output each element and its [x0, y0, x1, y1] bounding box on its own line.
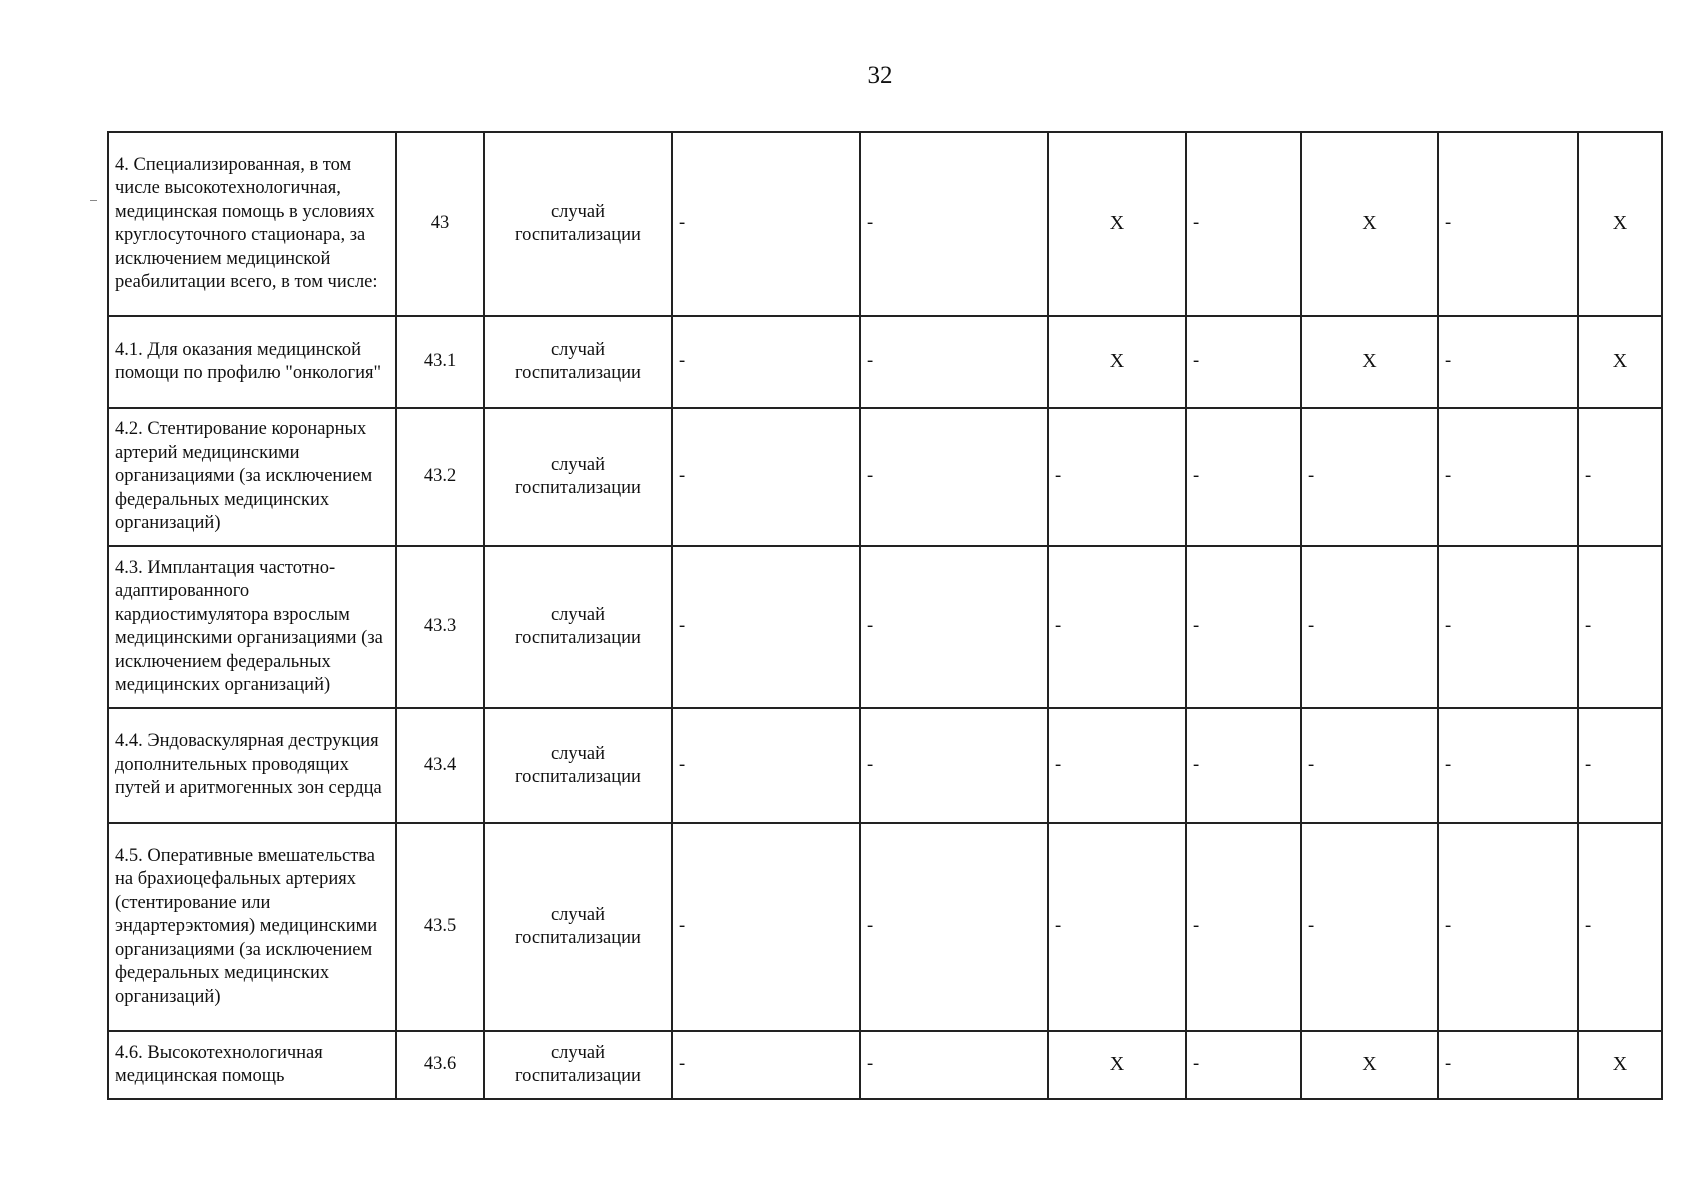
row-code: 43.1	[396, 316, 484, 408]
row-code: 43.2	[396, 408, 484, 546]
value-cell: -	[1186, 823, 1301, 1031]
value-cell: -	[1438, 708, 1578, 823]
table-row	[108, 132, 1662, 316]
unit-line-2: госпитализации	[515, 628, 641, 648]
value-cell: -	[1438, 316, 1578, 408]
value-cell: X	[1301, 1031, 1438, 1099]
value-cell: -	[860, 132, 1048, 316]
row-description: 4.3. Имплантация частотно-адаптированного кардиостимулятора взрослым медицинскими организациями (за исключением федеральных медицинских организаций)	[108, 546, 396, 708]
unit-line-1: случай	[550, 1043, 606, 1063]
value-cell: -	[860, 546, 1048, 708]
value-cell: X	[1048, 1031, 1186, 1099]
value-cell: X	[1578, 1031, 1662, 1099]
value-cell: -	[1438, 546, 1578, 708]
value-cell: -	[1186, 546, 1301, 708]
value-cell: X	[1578, 132, 1662, 316]
value-cell: -	[672, 316, 860, 408]
table-row	[108, 408, 1662, 546]
row-description: 4.4. Эндоваскулярная деструкция дополнительных проводящих путей и аритмогенных зон сердца	[108, 708, 396, 823]
value-cell: -	[860, 408, 1048, 546]
unit-line-2: госпитализации	[515, 1066, 641, 1086]
value-cell: -	[1578, 408, 1662, 546]
row-unit	[484, 546, 672, 708]
unit-line-1: случай	[550, 455, 606, 475]
row-code: 43	[396, 132, 484, 316]
row-code: 43.5	[396, 823, 484, 1031]
margin-mark	[90, 200, 97, 201]
unit-line-1: случай	[550, 605, 606, 625]
table-row	[108, 316, 1662, 408]
value-cell: -	[672, 132, 860, 316]
row-description: 4.5. Оперативные вмешательства на брахиоцефальных артериях (стентирование или эндартерэктомия) медицинскими организациями (за исключением федеральных медицинских организаций)	[108, 823, 396, 1031]
value-cell: -	[1438, 408, 1578, 546]
value-cell: X	[1048, 316, 1186, 408]
unit-line-1: случай	[550, 743, 606, 764]
unit-line-2: госпитализации	[515, 928, 641, 948]
unit-line-1: случай	[550, 340, 606, 360]
row-unit	[484, 708, 672, 823]
value-cell: -	[860, 1031, 1048, 1099]
row-unit	[484, 408, 672, 546]
value-cell: -	[1301, 408, 1438, 546]
value-cell: -	[672, 823, 860, 1031]
value-cell: -	[1438, 1031, 1578, 1099]
value-cell: -	[672, 1031, 860, 1099]
value-cell: -	[1186, 132, 1301, 316]
value-cell: X	[1301, 132, 1438, 316]
value-cell: -	[1301, 708, 1438, 823]
value-cell: -	[1578, 708, 1662, 823]
value-cell: -	[860, 708, 1048, 823]
row-unit	[484, 1031, 672, 1099]
row-description: 4.1. Для оказания медицинской помощи по профилю "онкология"	[108, 316, 396, 408]
hospitalization-table	[107, 131, 1663, 1100]
value-cell: -	[860, 823, 1048, 1031]
page-number: 32	[867, 62, 893, 89]
value-cell: -	[1186, 316, 1301, 408]
row-unit	[484, 132, 672, 316]
unit-line-2: госпитализации	[515, 766, 641, 787]
unit-line-1: случай	[550, 905, 606, 925]
unit-line-1: случай	[550, 202, 606, 222]
unit-line-2: госпитализации	[515, 478, 641, 498]
value-cell: -	[1048, 546, 1186, 708]
unit-line-2: госпитализации	[515, 225, 641, 245]
value-cell: -	[1048, 823, 1186, 1031]
row-code: 43.6	[396, 1031, 484, 1099]
value-cell: -	[1186, 1031, 1301, 1099]
value-cell: X	[1048, 132, 1186, 316]
value-cell: -	[672, 708, 860, 823]
table-row	[108, 546, 1662, 708]
value-cell: -	[1048, 708, 1186, 823]
value-cell: -	[1186, 708, 1301, 823]
value-cell: -	[672, 546, 860, 708]
row-code: 43.4	[396, 708, 484, 823]
table-row	[108, 823, 1662, 1031]
value-cell: -	[1578, 823, 1662, 1031]
value-cell: -	[1048, 408, 1186, 546]
unit-line-2: госпитализации	[515, 363, 641, 383]
value-cell: -	[1186, 408, 1301, 546]
value-cell: -	[1578, 546, 1662, 708]
value-cell: -	[860, 316, 1048, 408]
row-description: 4.2. Стентирование коронарных артерий медицинскими организациями (за исключением федеральных медицинских организаций)	[108, 408, 396, 546]
value-cell: -	[1438, 823, 1578, 1031]
table-row	[108, 1031, 1662, 1099]
table-body	[108, 132, 1662, 1099]
value-cell: X	[1301, 316, 1438, 408]
value-cell: X	[1578, 316, 1662, 408]
row-description: 4.6. Высокотехнологичная медицинская помощь	[108, 1031, 396, 1099]
row-description: 4. Специализированная, в том числе высокотехнологичная, медицинская помощь в условиях круглосуточного стационара, за исключением медицинской реабилитации всего, в том числе:	[108, 132, 396, 316]
value-cell: -	[1301, 546, 1438, 708]
table-row	[108, 708, 1662, 823]
row-code: 43.3	[396, 546, 484, 708]
value-cell: -	[1438, 132, 1578, 316]
value-cell: -	[1301, 823, 1438, 1031]
row-unit	[484, 823, 672, 1031]
row-unit	[484, 316, 672, 408]
value-cell: -	[672, 408, 860, 546]
